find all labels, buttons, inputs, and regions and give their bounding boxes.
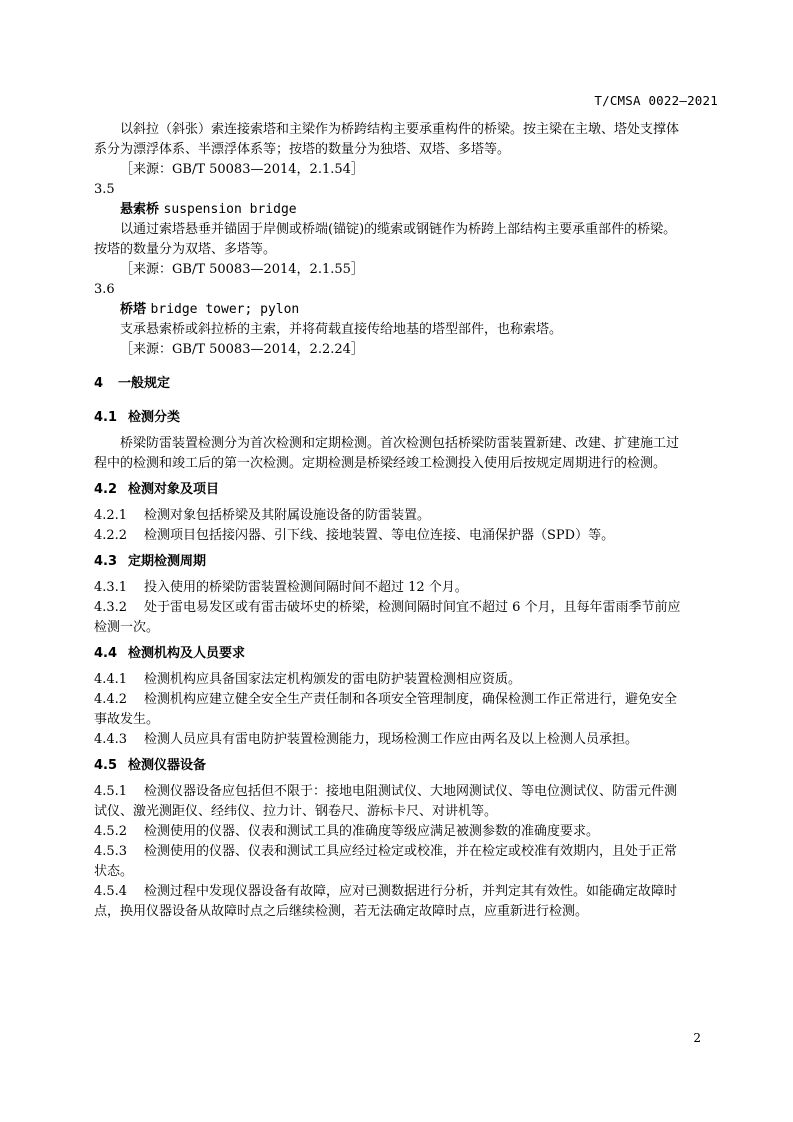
term-3-5-number: 3.5 xyxy=(94,182,115,197)
section-4-5-heading xyxy=(94,756,718,776)
term-3-6-heading xyxy=(94,300,718,320)
clause-4-5-4-continuation: 点，换用仪器设备从故障时点之后继续检测，若无法确定故障时点，应重新进行检测。 xyxy=(94,904,589,919)
term-3-5-en: suspension bridge xyxy=(163,202,297,217)
clause-4-4-3: 4.4.3 检测人员应具有雷电防护装置检测能力，现场检测工作应由两名及以上检测人员承担。 xyxy=(94,732,639,747)
term-3-4-source: ［来源：GB/T 50083—2014，2.1.54］ xyxy=(120,162,364,177)
section-4-1-paragraph-line: 桥梁防雷装置检测分为首次检测和定期检测。首次检测包括桥梁防雷装置新建、改建、扩建施工过 xyxy=(120,436,680,451)
section-4-heading xyxy=(94,374,718,394)
clause-4-5-2: 4.5.2 检测使用的仪器、仪表和测试工具的准确度等级应满足被测参数的准确度要求。 xyxy=(94,824,600,839)
clause-4-5-3-continuation: 状态。 xyxy=(94,864,134,879)
document-body xyxy=(94,120,718,922)
term-3-6-cn: 桥塔 xyxy=(120,302,147,317)
section-4-4-number: 4.4 xyxy=(94,646,118,661)
section-4-2-heading xyxy=(94,480,718,500)
section-4-1-heading xyxy=(94,408,718,428)
term-3-5-heading xyxy=(94,200,718,220)
term-3-5-source: ［来源：GB/T 50083—2014，2.1.55］ xyxy=(120,262,364,277)
section-4-1-number: 4.1 xyxy=(94,410,118,425)
clause-4-3-1: 4.3.1 投入使用的桥梁防雷装置检测间隔时间不超过 12 个月。 xyxy=(94,580,468,595)
section-4-1-paragraph-line: 程中的检测和竣工后的第一次检测。定期检测是桥梁经竣工检测投入使用后按规定周期进行的检测。 xyxy=(94,456,667,471)
term-3-4-definition-line: 以斜拉（斜张）索连接索塔和主梁作为桥跨结构主要承重构件的桥梁。按主梁在主墩、塔处支撑体 xyxy=(120,122,680,137)
section-4-2-number: 4.2 xyxy=(94,482,118,497)
page-number: 2 xyxy=(693,1031,701,1045)
section-4-1-title: 检测分类 xyxy=(128,410,181,425)
section-4-3-heading xyxy=(94,552,718,572)
term-3-6-en: bridge tower; pylon xyxy=(150,302,300,317)
section-4-title: 一般规定 xyxy=(118,376,171,391)
term-3-5-definition-line: 以通过索塔悬垂并锚固于岸侧或桥端(锚锭)的缆索或钢链作为桥跨上部结构主要承重部件的桥梁。 xyxy=(120,222,677,237)
clause-4-4-1: 4.4.1 检测机构应具备国家法定机构颁发的雷电防护装置检测相应资质。 xyxy=(94,672,522,687)
clause-4-3-2-continuation: 检测一次。 xyxy=(94,620,160,635)
term-3-5-cn: 悬索桥 xyxy=(120,202,160,217)
term-3-6-number: 3.6 xyxy=(94,282,115,297)
term-3-5-definition-line: 按塔的数量分为双塔、多塔等。 xyxy=(94,242,277,257)
section-4-2-title: 检测对象及项目 xyxy=(128,482,220,497)
document-code-header: T/CMSA 0022—2021 xyxy=(594,93,718,108)
clause-4-3-2: 4.3.2 处于雷电易发区或有雷击破坏史的桥梁，检测间隔时间宜不超过 6 个月，且每年雷雨季节前应 xyxy=(94,600,681,615)
term-3-6-source: ［来源：GB/T 50083—2014，2.2.24］ xyxy=(120,342,364,357)
section-4-5-number: 4.5 xyxy=(94,758,118,773)
section-4-3-number: 4.3 xyxy=(94,554,118,569)
clause-4-5-1: 4.5.1 检测仪器设备应包括但不限于：接地电阻测试仪、大地网测试仪、等电位测试仪、防雷元件测 xyxy=(94,784,678,799)
term-3-6-definition-line: 支承悬索桥或斜拉桥的主索，并将荷载直接传给地基的塔型部件，也称索塔。 xyxy=(120,322,563,337)
section-4-4-title: 检测机构及人员要求 xyxy=(128,646,246,661)
section-4-number: 4 xyxy=(94,376,104,391)
clause-4-5-3: 4.5.3 检测使用的仪器、仪表和测试工具应经过检定或校准，并在检定或校准有效期内，且处于正常 xyxy=(94,844,678,859)
clause-4-4-2-continuation: 事故发生。 xyxy=(94,712,160,727)
section-4-5-title: 检测仪器设备 xyxy=(128,758,207,773)
section-4-3-title: 定期检测周期 xyxy=(128,554,207,569)
clause-4-5-1-continuation: 试仪、激光测距仪、经纬仪、拉力计、钢卷尺、游标卡尺、对讲机等。 xyxy=(94,804,498,819)
clause-4-2-2: 4.2.2 检测项目包括接闪器、引下线、接地装置、等电位连接、电涌保护器（SPD）等。 xyxy=(94,528,615,543)
section-4-4-heading xyxy=(94,644,718,664)
term-3-4-definition-line: 系分为漂浮体系、半漂浮体系等；按塔的数量分为独塔、双塔、多塔等。 xyxy=(94,142,511,157)
clause-4-5-4: 4.5.4 检测过程中发现仪器设备有故障，应对已测数据进行分析，并判定其有效性。如能确定故障时 xyxy=(94,884,678,899)
clause-4-4-2: 4.4.2 检测机构应建立健全安全生产责任制和各项安全管理制度，确保检测工作正常进行，避免安全 xyxy=(94,692,678,707)
clause-4-2-1: 4.2.1 检测对象包括桥梁及其附属设施设备的防雷装置。 xyxy=(94,508,431,523)
